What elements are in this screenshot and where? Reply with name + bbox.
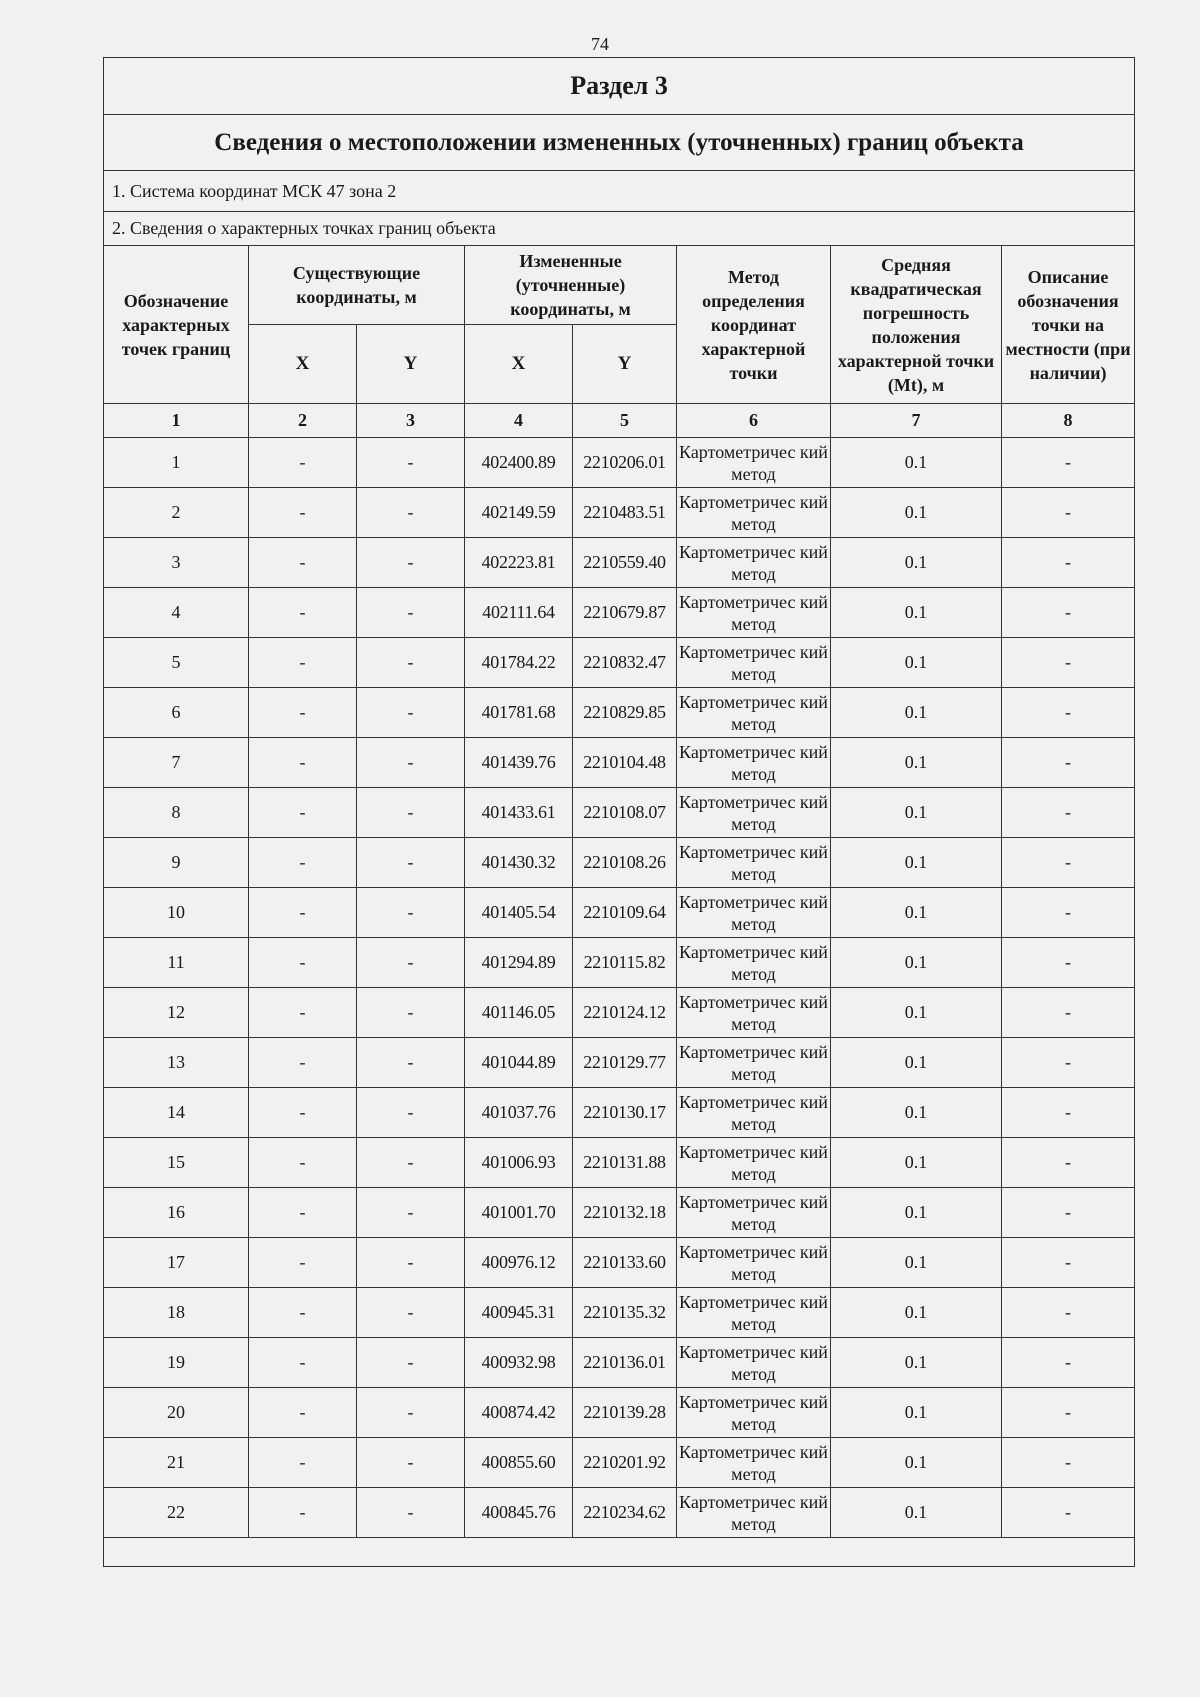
existing-x-cell: - [249, 538, 357, 588]
method-cell: Картометричес кий метод [677, 1288, 831, 1338]
error-cell: 0.1 [831, 488, 1002, 538]
method-cell: Картометричес кий метод [677, 1438, 831, 1488]
description-cell: - [1002, 738, 1135, 788]
changed-x-cell: 402149.59 [465, 488, 573, 538]
existing-y-cell: - [357, 888, 465, 938]
table-row [104, 988, 1135, 1038]
existing-y-cell: - [357, 1188, 465, 1238]
point-number: 1 [104, 438, 249, 488]
changed-x-cell: 401784.22 [465, 638, 573, 688]
point-number: 13 [104, 1038, 249, 1088]
error-cell: 0.1 [831, 738, 1002, 788]
changed-x-cell: 400932.98 [465, 1338, 573, 1388]
header-designation: Обозначение характерных точек границ [104, 246, 249, 404]
header-existing-y: Y [357, 325, 465, 404]
header-changed-coords: Измененные (уточненные) координаты, м [465, 246, 677, 325]
table-row [104, 1438, 1135, 1488]
error-cell: 0.1 [831, 1088, 1002, 1138]
existing-x-cell: - [249, 838, 357, 888]
changed-x-cell: 401439.76 [465, 738, 573, 788]
point-number: 18 [104, 1288, 249, 1338]
error-cell: 0.1 [831, 1388, 1002, 1438]
description-cell: - [1002, 488, 1135, 538]
column-number: 6 [677, 404, 831, 438]
existing-x-cell: - [249, 638, 357, 688]
error-cell: 0.1 [831, 588, 1002, 638]
points-info-label: 2. Сведения о характерных точках границ объекта [104, 212, 1135, 246]
changed-y-cell: 2210129.77 [573, 1038, 677, 1088]
existing-y-cell: - [357, 1138, 465, 1188]
header-error: Средняя квадратическая погрешность положения характерной точки (Mt), м [831, 246, 1002, 404]
header-changed-y: Y [573, 325, 677, 404]
existing-x-cell: - [249, 488, 357, 538]
existing-x-cell: - [249, 1438, 357, 1488]
existing-y-cell: - [357, 588, 465, 638]
changed-x-cell: 401294.89 [465, 938, 573, 988]
changed-y-cell: 2210133.60 [573, 1238, 677, 1288]
existing-x-cell: - [249, 988, 357, 1038]
error-cell: 0.1 [831, 1488, 1002, 1538]
table-row [104, 638, 1135, 688]
changed-x-cell: 400945.31 [465, 1288, 573, 1338]
point-number: 16 [104, 1188, 249, 1238]
error-cell: 0.1 [831, 1438, 1002, 1488]
method-cell: Картометричес кий метод [677, 1138, 831, 1188]
existing-y-cell: - [357, 1238, 465, 1288]
description-cell: - [1002, 1388, 1135, 1438]
description-cell: - [1002, 1438, 1135, 1488]
table-row [104, 688, 1135, 738]
error-cell: 0.1 [831, 1188, 1002, 1238]
description-cell: - [1002, 688, 1135, 738]
description-cell: - [1002, 1238, 1135, 1288]
method-cell: Картометричес кий метод [677, 1038, 831, 1088]
existing-y-cell: - [357, 688, 465, 738]
existing-y-cell: - [357, 1388, 465, 1438]
method-cell: Картометричес кий метод [677, 688, 831, 738]
point-number: 20 [104, 1388, 249, 1438]
existing-y-cell: - [357, 538, 465, 588]
error-cell: 0.1 [831, 1288, 1002, 1338]
existing-y-cell: - [357, 638, 465, 688]
point-number: 19 [104, 1338, 249, 1388]
description-cell: - [1002, 638, 1135, 688]
point-number: 3 [104, 538, 249, 588]
description-cell: - [1002, 1288, 1135, 1338]
changed-x-cell: 401430.32 [465, 838, 573, 888]
description-cell: - [1002, 538, 1135, 588]
table-row [104, 588, 1135, 638]
existing-x-cell: - [249, 1238, 357, 1288]
error-cell: 0.1 [831, 788, 1002, 838]
method-cell: Картометричес кий метод [677, 538, 831, 588]
method-cell: Картометричес кий метод [677, 1338, 831, 1388]
description-cell: - [1002, 1088, 1135, 1138]
existing-x-cell: - [249, 1088, 357, 1138]
changed-y-cell: 2210483.51 [573, 488, 677, 538]
changed-y-cell: 2210136.01 [573, 1338, 677, 1388]
column-number: 1 [104, 404, 249, 438]
error-cell: 0.1 [831, 1338, 1002, 1388]
description-cell: - [1002, 938, 1135, 988]
method-cell: Картометричес кий метод [677, 488, 831, 538]
description-cell: - [1002, 1188, 1135, 1238]
object-title: Сведения о местоположении измененных (уточненных) границ объекта [104, 115, 1135, 171]
error-cell: 0.1 [831, 938, 1002, 988]
column-number: 2 [249, 404, 357, 438]
description-cell: - [1002, 788, 1135, 838]
existing-y-cell: - [357, 1488, 465, 1538]
existing-y-cell: - [357, 1338, 465, 1388]
existing-y-cell: - [357, 738, 465, 788]
boundary-points-table [103, 57, 1135, 1567]
table-row [104, 488, 1135, 538]
existing-y-cell: - [357, 938, 465, 988]
method-cell: Картометричес кий метод [677, 788, 831, 838]
error-cell: 0.1 [831, 1138, 1002, 1188]
point-number: 2 [104, 488, 249, 538]
header-changed-x: X [465, 325, 573, 404]
existing-x-cell: - [249, 438, 357, 488]
page-number: 74 [591, 34, 609, 54]
table-row [104, 1038, 1135, 1088]
existing-x-cell: - [249, 1388, 357, 1438]
changed-x-cell: 402223.81 [465, 538, 573, 588]
existing-x-cell: - [249, 1338, 357, 1388]
description-cell: - [1002, 988, 1135, 1038]
coordinate-system-label: 1. Система координат МСК 47 зона 2 [104, 171, 1135, 212]
method-cell: Картометричес кий метод [677, 738, 831, 788]
empty-footer-row [104, 1538, 1135, 1567]
table-row [104, 1138, 1135, 1188]
method-cell: Картометричес кий метод [677, 988, 831, 1038]
changed-x-cell: 401405.54 [465, 888, 573, 938]
method-cell: Картометричес кий метод [677, 938, 831, 988]
description-cell: - [1002, 1038, 1135, 1088]
changed-y-cell: 2210201.92 [573, 1438, 677, 1488]
changed-x-cell: 401433.61 [465, 788, 573, 838]
section-title: Раздел 3 [104, 58, 1135, 115]
table-row [104, 888, 1135, 938]
header-existing-x: X [249, 325, 357, 404]
existing-y-cell: - [357, 1288, 465, 1338]
error-cell: 0.1 [831, 438, 1002, 488]
point-number: 8 [104, 788, 249, 838]
description-cell: - [1002, 438, 1135, 488]
error-cell: 0.1 [831, 888, 1002, 938]
existing-x-cell: - [249, 1038, 357, 1088]
method-cell: Картометричес кий метод [677, 638, 831, 688]
point-number: 4 [104, 588, 249, 638]
changed-y-cell: 2210108.07 [573, 788, 677, 838]
point-number: 7 [104, 738, 249, 788]
description-cell: - [1002, 1488, 1135, 1538]
existing-y-cell: - [357, 838, 465, 888]
changed-y-cell: 2210559.40 [573, 538, 677, 588]
column-number: 7 [831, 404, 1002, 438]
table-row [104, 838, 1135, 888]
table-row [104, 1088, 1135, 1138]
point-number: 5 [104, 638, 249, 688]
changed-y-cell: 2210135.32 [573, 1288, 677, 1338]
changed-y-cell: 2210115.82 [573, 938, 677, 988]
point-number: 12 [104, 988, 249, 1038]
changed-y-cell: 2210206.01 [573, 438, 677, 488]
existing-x-cell: - [249, 888, 357, 938]
method-cell: Картометричес кий метод [677, 1388, 831, 1438]
description-cell: - [1002, 888, 1135, 938]
table-row [104, 438, 1135, 488]
error-cell: 0.1 [831, 688, 1002, 738]
changed-x-cell: 400976.12 [465, 1238, 573, 1288]
method-cell: Картометричес кий метод [677, 888, 831, 938]
changed-y-cell: 2210131.88 [573, 1138, 677, 1188]
existing-x-cell: - [249, 1138, 357, 1188]
column-number: 8 [1002, 404, 1135, 438]
existing-x-cell: - [249, 1188, 357, 1238]
method-cell: Картометричес кий метод [677, 1088, 831, 1138]
existing-x-cell: - [249, 688, 357, 738]
error-cell: 0.1 [831, 838, 1002, 888]
changed-y-cell: 2210139.28 [573, 1388, 677, 1438]
table-row [104, 938, 1135, 988]
changed-x-cell: 401006.93 [465, 1138, 573, 1188]
changed-y-cell: 2210104.48 [573, 738, 677, 788]
point-number: 6 [104, 688, 249, 738]
point-number: 11 [104, 938, 249, 988]
existing-x-cell: - [249, 1488, 357, 1538]
description-cell: - [1002, 838, 1135, 888]
method-cell: Картометричес кий метод [677, 1488, 831, 1538]
changed-x-cell: 400845.76 [465, 1488, 573, 1538]
column-number: 5 [573, 404, 677, 438]
point-number: 17 [104, 1238, 249, 1288]
point-number: 14 [104, 1088, 249, 1138]
error-cell: 0.1 [831, 1238, 1002, 1288]
table-row [104, 738, 1135, 788]
changed-x-cell: 402400.89 [465, 438, 573, 488]
changed-y-cell: 2210124.12 [573, 988, 677, 1038]
column-number: 4 [465, 404, 573, 438]
table-row [104, 538, 1135, 588]
table-row [104, 1238, 1135, 1288]
table-row [104, 1338, 1135, 1388]
changed-x-cell: 401001.70 [465, 1188, 573, 1238]
method-cell: Картометричес кий метод [677, 588, 831, 638]
existing-x-cell: - [249, 588, 357, 638]
changed-x-cell: 401146.05 [465, 988, 573, 1038]
existing-y-cell: - [357, 988, 465, 1038]
changed-y-cell: 2210829.85 [573, 688, 677, 738]
table-row [104, 788, 1135, 838]
existing-x-cell: - [249, 938, 357, 988]
table-row [104, 1288, 1135, 1338]
table-row [104, 1388, 1135, 1438]
description-cell: - [1002, 1338, 1135, 1388]
header-method: Метод определения координат характерной точки [677, 246, 831, 404]
error-cell: 0.1 [831, 538, 1002, 588]
existing-y-cell: - [357, 788, 465, 838]
description-cell: - [1002, 588, 1135, 638]
existing-x-cell: - [249, 788, 357, 838]
error-cell: 0.1 [831, 988, 1002, 1038]
changed-y-cell: 2210108.26 [573, 838, 677, 888]
existing-y-cell: - [357, 1438, 465, 1488]
point-number: 21 [104, 1438, 249, 1488]
method-cell: Картометричес кий метод [677, 438, 831, 488]
header-existing-coords: Существующие координаты, м [249, 246, 465, 325]
point-number: 15 [104, 1138, 249, 1188]
changed-x-cell: 400855.60 [465, 1438, 573, 1488]
changed-x-cell: 401781.68 [465, 688, 573, 738]
changed-y-cell: 2210234.62 [573, 1488, 677, 1538]
description-cell: - [1002, 1138, 1135, 1188]
method-cell: Картометричес кий метод [677, 1188, 831, 1238]
column-number: 3 [357, 404, 465, 438]
existing-y-cell: - [357, 1088, 465, 1138]
error-cell: 0.1 [831, 1038, 1002, 1088]
changed-y-cell: 2210832.47 [573, 638, 677, 688]
changed-x-cell: 400874.42 [465, 1388, 573, 1438]
changed-y-cell: 2210132.18 [573, 1188, 677, 1238]
table-row [104, 1188, 1135, 1238]
method-cell: Картометричес кий метод [677, 1238, 831, 1288]
point-number: 10 [104, 888, 249, 938]
point-number: 22 [104, 1488, 249, 1538]
existing-x-cell: - [249, 1288, 357, 1338]
method-cell: Картометричес кий метод [677, 838, 831, 888]
error-cell: 0.1 [831, 638, 1002, 688]
existing-x-cell: - [249, 738, 357, 788]
changed-y-cell: 2210679.87 [573, 588, 677, 638]
table-row [104, 1488, 1135, 1538]
changed-x-cell: 401037.76 [465, 1088, 573, 1138]
changed-x-cell: 402111.64 [465, 588, 573, 638]
point-number: 9 [104, 838, 249, 888]
existing-y-cell: - [357, 438, 465, 488]
existing-y-cell: - [357, 1038, 465, 1088]
existing-y-cell: - [357, 488, 465, 538]
changed-y-cell: 2210130.17 [573, 1088, 677, 1138]
changed-x-cell: 401044.89 [465, 1038, 573, 1088]
header-description: Описание обозначения точки на местности (при наличии) [1002, 246, 1135, 404]
changed-y-cell: 2210109.64 [573, 888, 677, 938]
